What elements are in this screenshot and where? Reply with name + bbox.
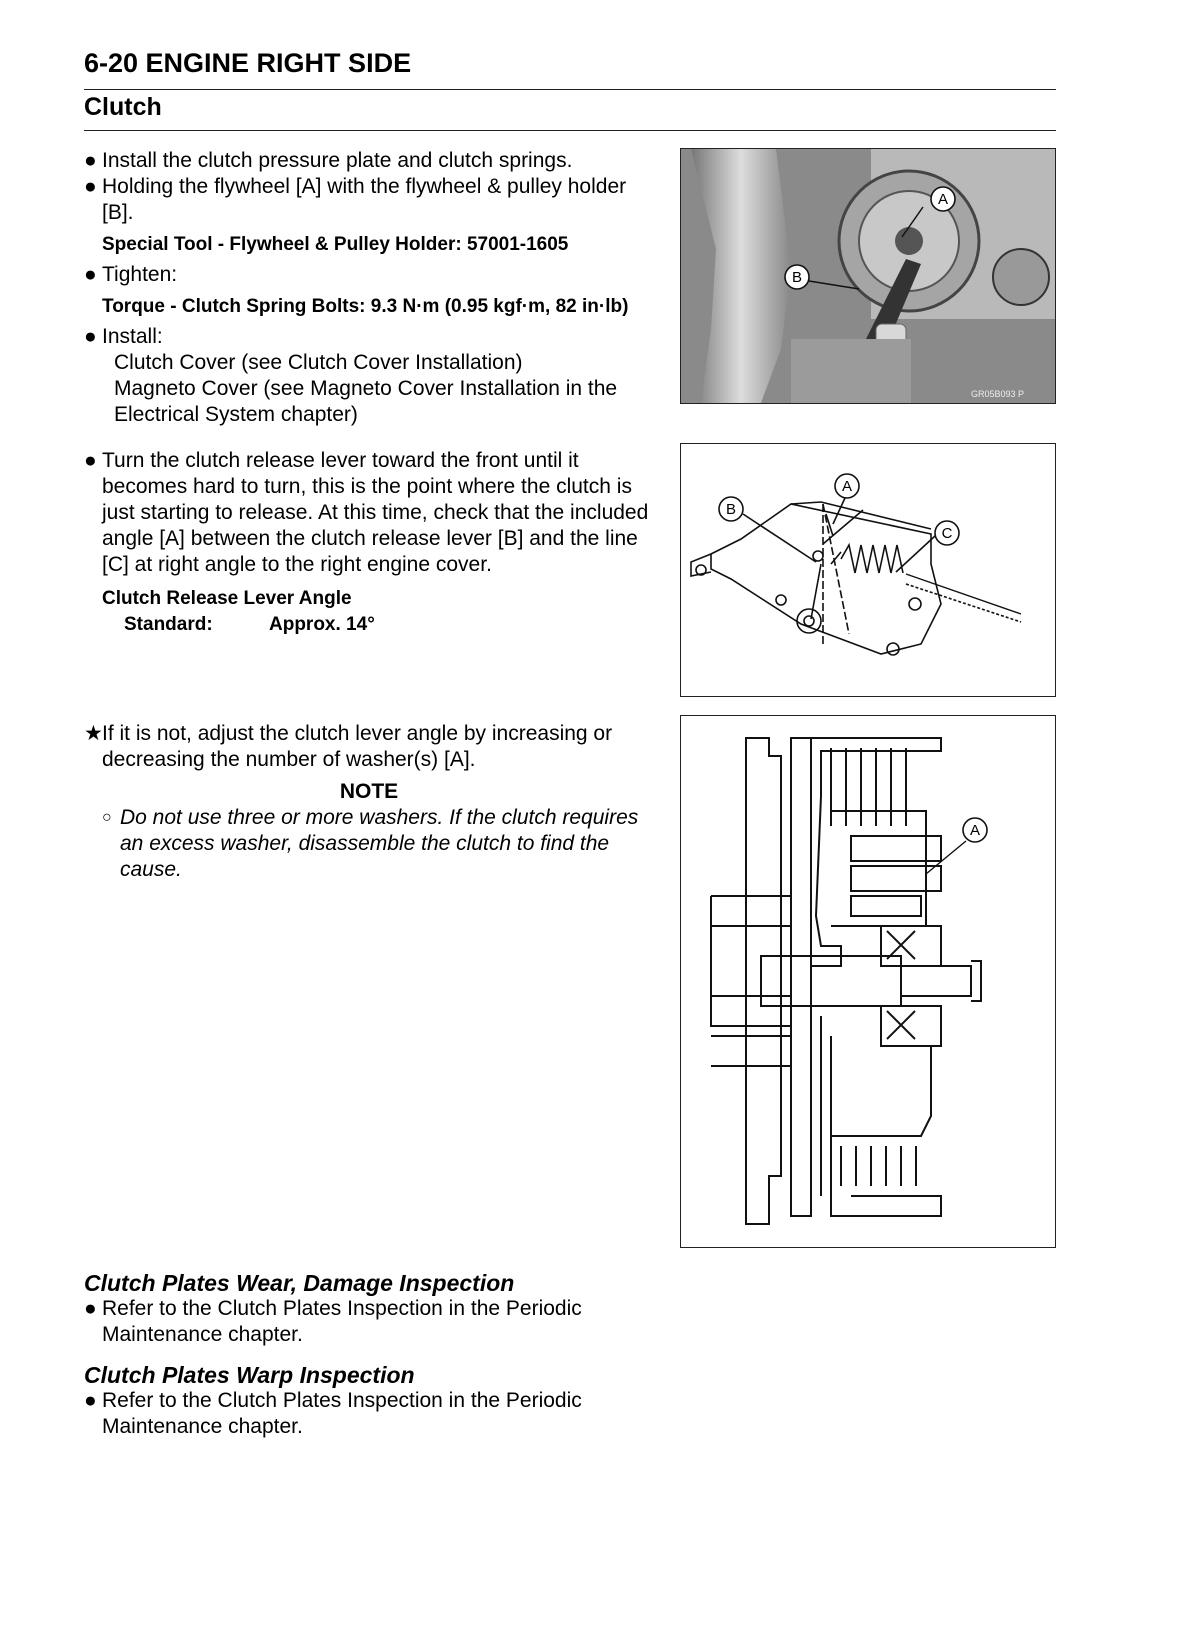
install-item: Magneto Cover (see Magneto Cover Installation in the Electrical System chapter): [114, 377, 618, 426]
bullet-icon: ●: [84, 149, 97, 172]
bullet-icon: ●: [84, 449, 97, 472]
label-b: [785, 265, 809, 289]
spec-standard: [84, 612, 654, 638]
subsection-title: Clutch Plates Warp Inspection: [84, 1362, 415, 1388]
label-a: [931, 187, 955, 211]
install-item: Clutch Cover (see Clutch Cover Installation): [114, 351, 523, 374]
bullet-icon: ●: [84, 1389, 97, 1412]
bullet-item: ● Install the clutch pressure plate and clutch springs.: [84, 149, 573, 172]
spec-standard-label: Standard:: [124, 614, 213, 635]
release-lever-steps: [84, 448, 654, 638]
spec-standard-value: Approx. 14°: [269, 614, 375, 635]
washer-adjustment: [84, 721, 654, 883]
note-title: NOTE: [339, 780, 399, 803]
svg-text:B: B: [725, 501, 737, 518]
svg-text:B: B: [791, 269, 803, 286]
bullet-item: ● Turn the clutch release lever toward the front until it becomes hard to turn, this is the point where the clutch is just starting to release. At this time, check that the included angle [A] between the clutch release lever [B] and the line [C] at right angle to the right engine cover.: [84, 449, 649, 576]
bullet-item: ● Refer to the Clutch Plates Inspection in the Periodic Maintenance chapter.: [84, 1297, 582, 1346]
star-item: ★ If it is not, adjust the clutch lever angle by increasing or decreasing the number of washer(s) [A].: [84, 722, 613, 771]
bullet-item: ● Tighten:: [84, 263, 178, 286]
label-b: [719, 497, 743, 521]
label-a: [963, 818, 987, 842]
photo-code: GR05B093 P: [971, 389, 1025, 399]
svg-text:A: A: [969, 822, 981, 839]
section-rule: [84, 130, 1056, 131]
bullet-item: ● Install:: [84, 325, 163, 348]
bullet-icon: ●: [84, 263, 97, 286]
bullet-icon: ●: [84, 1297, 97, 1320]
special-tool-spec: Special Tool - Flywheel & Pulley Holder: 57001-1605: [102, 234, 569, 255]
spec-title: Clutch Release Lever Angle: [102, 588, 352, 609]
subsection-title: Clutch Plates Wear, Damage Inspection: [84, 1270, 515, 1296]
svg-text:C: C: [941, 525, 953, 542]
install-steps: [84, 148, 654, 428]
circle-icon: ○: [102, 809, 112, 826]
svg-text:A: A: [937, 191, 949, 208]
bullet-item: ● Holding the flywheel [A] with the flywheel & pulley holder [B].: [84, 175, 627, 224]
bullet-item: ● Refer to the Clutch Plates Inspection in the Periodic Maintenance chapter.: [84, 1389, 582, 1438]
label-c: [935, 521, 959, 545]
label-a: [835, 474, 859, 498]
page-title: 6-20 ENGINE RIGHT SIDE: [84, 48, 412, 78]
section-title: Clutch: [84, 93, 162, 121]
note-text: ○ Do not use three or more washers. If the clutch requires an excess washer, disassemble the clutch to find the cause.: [102, 806, 639, 881]
svg-text:A: A: [841, 478, 853, 495]
flywheel-holder-photo: [680, 148, 1056, 404]
header-rule: [84, 89, 1056, 90]
release-lever-diagram: [680, 443, 1056, 697]
bullet-icon: ●: [84, 325, 97, 348]
torque-spec: Torque - Clutch Spring Bolts: 9.3 N·m (0.95 kgf·m, 82 in·lb): [102, 296, 629, 317]
inspection-sections: [84, 1270, 654, 1440]
bullet-icon: ●: [84, 175, 97, 198]
star-icon: ★: [84, 722, 103, 745]
clutch-cross-section-diagram: [680, 715, 1056, 1248]
